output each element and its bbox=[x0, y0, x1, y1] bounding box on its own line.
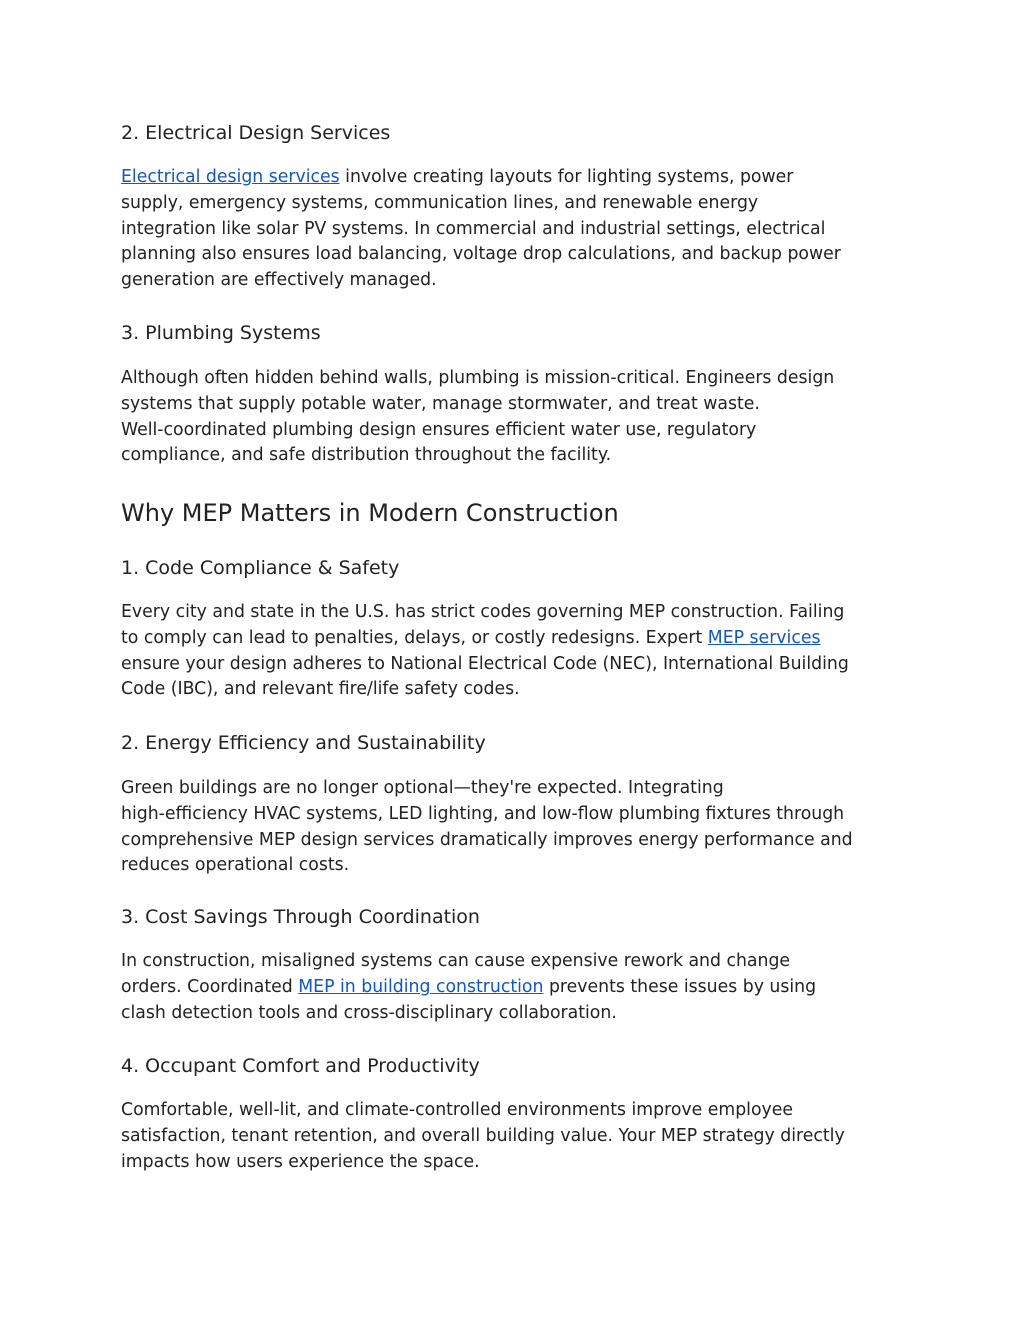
text-line: Although often hidden behind walls, plumbing is mission-critical. Engineers design bbox=[121, 368, 835, 388]
text-line: integration like solar PV systems. In commercial and industrial settings, electrical bbox=[121, 218, 826, 239]
paragraph-energy-efficiency bbox=[121, 776, 911, 879]
text-line bbox=[121, 975, 906, 1001]
text-line: generation are effectively managed. bbox=[121, 270, 437, 291]
paragraph-code-compliance bbox=[121, 600, 911, 703]
text-segment: involve creating layouts for lighting systems, power bbox=[339, 167, 794, 187]
text-line: Every city and state in the U.S. has strict codes governing MEP construction. Failing bbox=[121, 602, 845, 622]
heading-code-compliance: 1. Code Compliance & Safety bbox=[121, 557, 400, 579]
link-mep-services[interactable]: MEP services bbox=[707, 627, 821, 648]
heading-plumbing-systems: 3. Plumbing Systems bbox=[121, 322, 321, 344]
text-line: Comfortable, well-lit, and climate-controlled environments improve employee bbox=[121, 1100, 794, 1120]
text-line: systems that supply potable water, manage stormwater, and treat waste. bbox=[121, 393, 760, 414]
text-line: compliance, and safe distribution throughout the facility. bbox=[121, 445, 612, 466]
text-line: ensure your design adheres to National Electrical Code (NEC), International Building bbox=[121, 653, 849, 674]
text-line: satisfaction, tenant retention, and overall building value. Your MEP strategy directly bbox=[121, 1125, 845, 1146]
text-line: clash detection tools and cross-disciplinary collaboration. bbox=[121, 1002, 617, 1023]
text-line: Green buildings are no longer optional—they're expected. Integrating bbox=[121, 778, 724, 798]
text-line: comprehensive MEP design services dramatically improves energy performance and bbox=[121, 829, 853, 850]
text-line: reduces operational costs. bbox=[121, 855, 350, 876]
paragraph-plumbing bbox=[121, 366, 911, 469]
heading-electrical-design-services: 2. Electrical Design Services bbox=[121, 122, 391, 144]
text-segment: to comply can lead to penalties, delays, or costly redesigns. Expert bbox=[121, 627, 708, 648]
paragraph-cost-savings bbox=[121, 949, 911, 1026]
heading-energy-efficiency: 2. Energy Efficiency and Sustainability bbox=[121, 732, 486, 754]
paragraph-occupant-comfort bbox=[121, 1098, 911, 1175]
text-line: supply, emergency systems, communication lines, and renewable energy bbox=[121, 192, 759, 213]
text-line: planning also ensures load balancing, voltage drop calculations, and backup power bbox=[121, 244, 841, 265]
text-line: Code (IBC), and relevant fire/life safety codes. bbox=[121, 679, 520, 700]
text-line: high-efficiency HVAC systems, LED lighting, and low-flow plumbing fixtures through bbox=[121, 803, 845, 824]
link-mep-in-building-construction[interactable]: MEP in building construction bbox=[298, 976, 544, 997]
heading-why-mep-matters: Why MEP Matters in Modern Construction bbox=[121, 499, 619, 527]
text-line: In construction, misaligned systems can cause expensive rework and change bbox=[121, 951, 791, 971]
text-line: impacts how users experience the space. bbox=[121, 1151, 480, 1172]
heading-cost-savings: 3. Cost Savings Through Coordination bbox=[121, 906, 480, 928]
text-line bbox=[121, 626, 906, 652]
text-segment: orders. Coordinated bbox=[121, 976, 299, 997]
heading-occupant-comfort: 4. Occupant Comfort and Productivity bbox=[121, 1055, 480, 1077]
link-electrical-design-services[interactable]: Electrical design services bbox=[121, 167, 340, 187]
text-segment: prevents these issues by using bbox=[543, 976, 817, 997]
text-line bbox=[121, 165, 906, 191]
text-line: Well-coordinated plumbing design ensures efficient water use, regulatory bbox=[121, 419, 757, 440]
paragraph-electrical-design bbox=[121, 165, 911, 294]
